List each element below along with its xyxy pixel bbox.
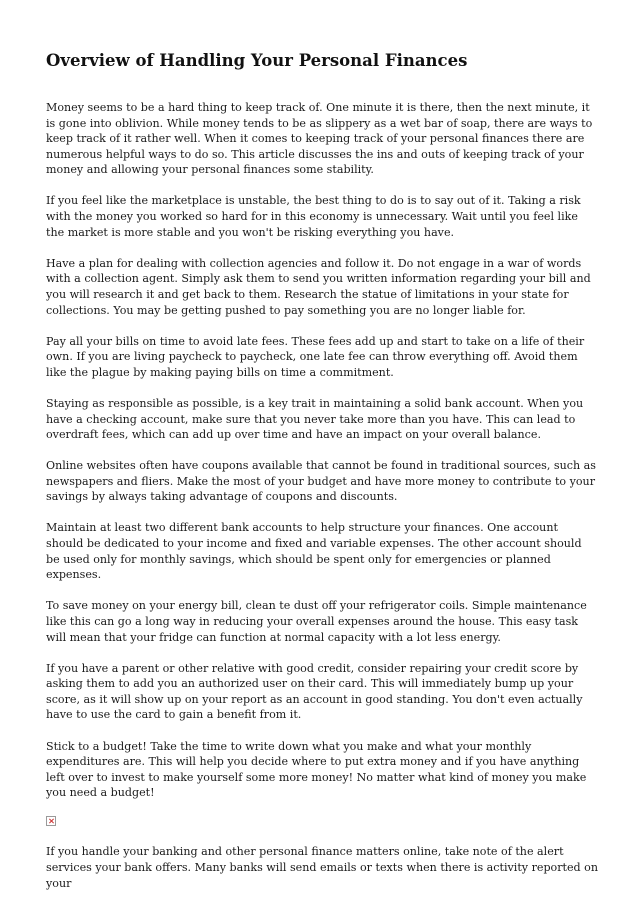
paragraph-2: If you feel like the marketplace is unstable, the best thing to do is to say out of it. Taking a risk with the money you worked so hard for in this economy is unnecessary. Wait until you feel like the market is more stable and you won't be risking everything you have. [46,194,581,239]
document-body [46,50,598,903]
paragraph-8: To save money on your energy bill, clean te dust off your refrigerator coils. Simple maintenance like this can go a long way in reducing your overall expenses around the house. This easy task will mean that your fridge can function at normal capacity with a lot less energy. [46,599,587,644]
paragraph-7: Maintain at least two different bank accounts to help structure your finances. One account should be dedicated to your income and fixed and variable expenses. The other account should be used only for monthly savings, which should be spent only for emergencies or planned expenses. [46,521,582,582]
paragraph-11: If you handle your banking and other personal finance matters online, take note of the alert services your bank offers. Many banks will send emails or texts when there is activity reported on your [46,845,599,890]
broken-image-icon [46,816,56,826]
document-title: Overview of Handling Your Personal Finances [46,51,468,70]
paragraph-4: Pay all your bills on time to avoid late fees. These fees add up and start to take on a life of their own. If you are living paycheck to paycheck, one late fee can throw everything off. Avoid them like the plague by making paying bills on time a commitment. [46,334,585,379]
paragraph-3: Have a plan for dealing with collection agencies and follow it. Do not engage in a war of words with a collection agent. Simply ask them to send you written information regarding your bill and you will research it and get back to them. Research the statue of limitations in your state for collections. You may be getting pushed to pay something you are no longer liable for. [46,256,591,317]
paragraph-1: Money seems to be a hard thing to keep track of. One minute it is there, then the next minute, it is gone into oblivion. While money tends to be as slippery as a wet bar of soap, there are ways to keep track of it rather well. When it comes to keeping track of your personal finances there are numerous helpful ways to do so. This article discusses the ins and outs of keeping track of your money and allowing your personal finances some stability. [46,101,593,177]
paragraph-5: Staying as responsible as possible, is a key trait in maintaining a solid bank account. When you have a checking account, make sure that you never take more than you have. This can lead to overdraft fees, which can add up over time and have an impact on your overall balance. [46,396,584,442]
paragraph-10: Stick to a budget! Take the time to write down what you make and what your monthly expenditures are. This will help you decide where to put extra money and if you have anything left over to invest to make yourself some more money! No matter what kind of money you make you need a budget! [46,739,587,800]
paragraph-6: Online websites often have coupons available that cannot be found in traditional sources, such as newspapers and fliers. Make the most of your budget and have more money to contribute to your savings by always taking advantage of coupons and discounts. [46,459,596,504]
paragraph-9: If you have a parent or other relative with good credit, consider repairing your credit score by asking them to add you an authorized user on their card. This will immediately bump up your score, as it will show up on your report as an account in good standing. You don't even actually have to use the card to gain a benefit from it. [46,661,583,722]
